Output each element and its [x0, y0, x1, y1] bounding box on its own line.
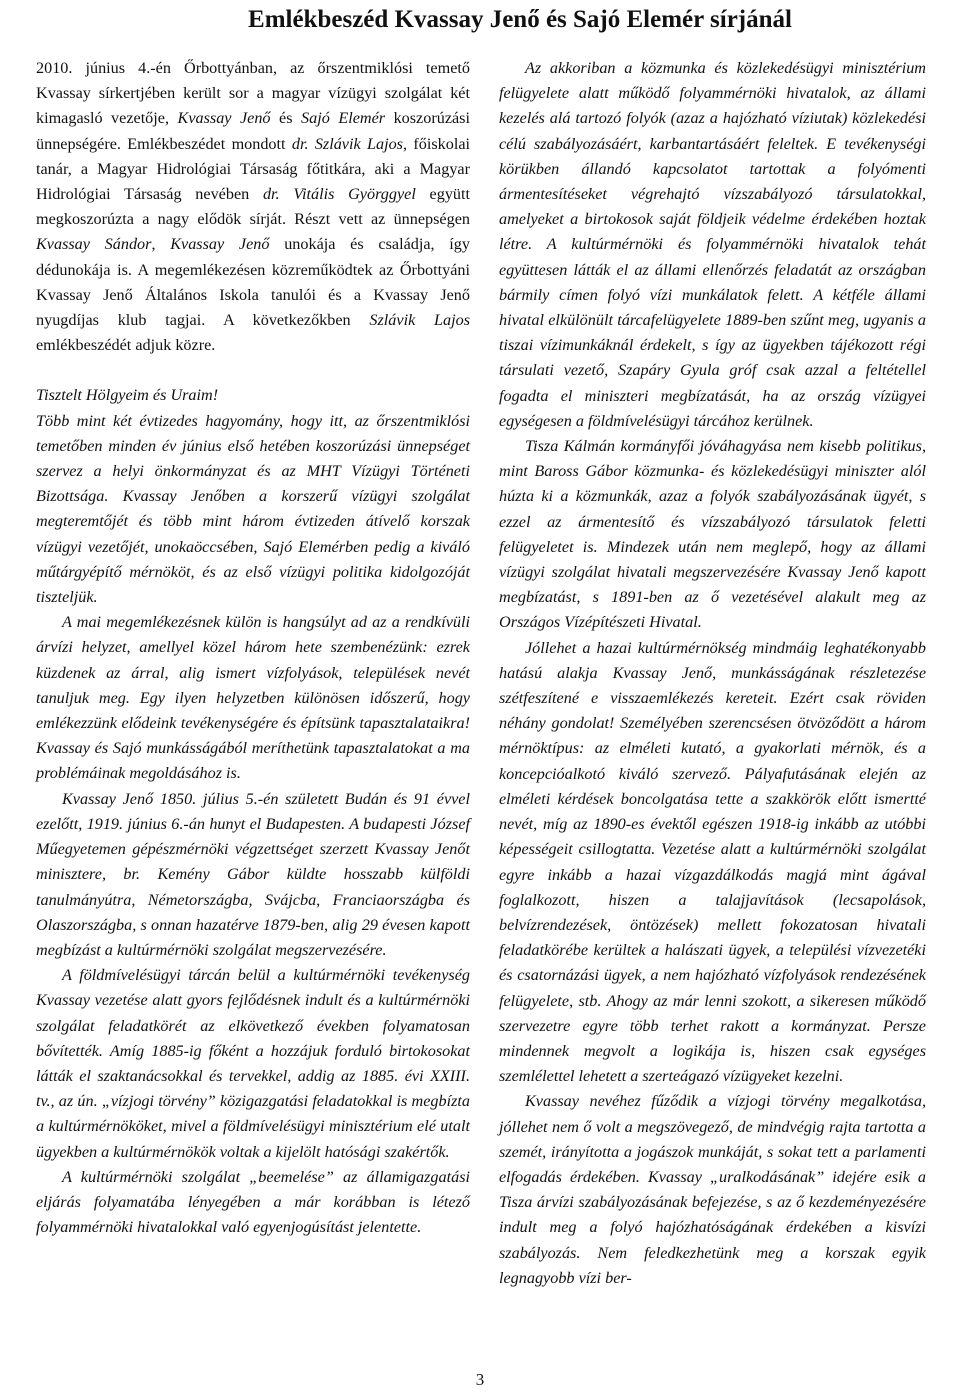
intro-name-kvassay-sandor: Kvassay Sándor — [36, 235, 152, 254]
speech-paragraph-2: A mai megemlékezésnek külön is hangsúlyt ad az a rendkívüli árvízi helyzet, amellyel közel három hete szembenézünk: ezrek küzdenek az árral, alig ismert vízfolyások, települések nevét tanuljuk meg. Egy ilyen helyzetben különösen időszerű, hogy emlékezzünk elődeink tevékenységére és építsünk tapasztalataikra! Kvassay és Sajó munkásságából meríthetünk tapasztalatokat a ma problémáinak megoldásához is. — [36, 613, 470, 783]
intro-name-szlavik: dr. Szlávik Lajos — [291, 134, 403, 153]
intro-name-kvassay-jeno: Kvassay Jenő — [170, 235, 270, 254]
intro-name-sajo: Sajó Elemér — [301, 109, 386, 128]
intro-text-5: együtt megkoszorúzta a nagy elődök sírját. Részt vett az ünnepségen — [36, 185, 471, 229]
speech-paragraph-8: Jóllehet a hazai kultúrmérnökség mindmáig leghatékonyabb hatású alakja Kvassay Jenő, munkásságának részletezése szétfeszítené e visszaemlékezés kereteit. Ezért csak röviden néhány gondolat! Személyében szerencsésen ötvöződött a három mérnöktípus: az elméleti kutató, a gyakorlati mérnök, és a koncepcióalkotó kiváló szervező. Pályafutásának elején az elméleti kérdések boncolgatása tette a szakkörök előtt ismertté nevét, míg az 1890-es évektől egészen 1918-ig inkább az utóbbi képességeit csillogtatta. Vezetése alatt a kultúrmérnöki szolgálat egyre inkább a hazai vízgazdálkodás magjá mint ágával foglalkozott, hiszen a talajjavítások (lecsapolások, belvízrendezések, öntözések) mellett fokozatosan hivatali feladatkörébe kerültek a halászati ügyek, a települési vízvezetéki és csatornázási ügyek, a nem hajózható vízfolyások rendezésének felügyelete, stb. Ahogy az már lenni szokott, a sikeresen működő szervezetre egyre több terhet rakott a kormányzat. Persze mindennek megvolt a logikája is, hiszen csak egységes szemlélettel lehetett a szerteágazó vízügyeket kezelni. — [499, 638, 926, 1086]
intro-text-8: emlékbeszédét adjuk közre. — [36, 336, 216, 355]
intro-text-7: unokája és családja, így dédunokája is. A megemlékezésen közreműködtek az Őrbottyáni Kvassay Jenő Általános Iskola tanulói és a Kvassay Jenő nyugdíjas klub tagjai. A következőkben — [36, 235, 470, 330]
speech-paragraph-5: A kultúrmérnöki szolgálat „beemelése” az államigazgatási eljárás folyamatába lényegében a már korábban is létező folyammérnöki hivatalokkal való egyenjogúsítást jelentette. — [36, 1167, 470, 1237]
speech-paragraph-9: Kvassay nevéhez fűződik a vízjogi törvény megalkotása, jóllehet nem ő volt a megszövegező, de mindvégig rajta tartotta a szemét, irányította a jogászok munkáját, s sokat tett a parlamenti elfogadás érdekében. Kvassay „uralkodásának” idejére esik a Tisza árvízi szabályozásának befejezése, s az ő kezdeményezésére indult meg a folyó hajózhatóságának érdekében a kisvízi szabályozás. Nem feledkezhetünk meg a korszak egyik legnagyobb vízi ber- — [499, 1092, 926, 1287]
intro-text-1: 2010. június 4.-én Őrbottyánban, az őrszentmiklósi temető Kvassay sírkertjében került sor a magyar vízügyi szolgálat két kimagasló vezetője, — [36, 59, 470, 128]
intro-text-4: , főiskolai tanár, a Magyar Hidrológiai Társaság főtitkára, aki a Magyar Hidrológiai Társaság nevében — [36, 134, 470, 204]
speech-paragraph-6: Az akkoriban a közmunka és közlekedésügyi minisztérium felügyelete alatt működő folyammérnöki hivatalok, az állami kezelés alá tartozó folyók (azaz a hajózható víziutak) közlekedési célú szabályozásáért, karbantartásáért feleltek. E tevékenységi körükben állandó kapcsolatot tartottak a folyómenti ármentesítéseket végrehajtó vízszabályozó társulatokkal, amelyeket a birtokosok saját földjeik védelme érdekében hoztak létre. A kultúrmérnöki és folyammérnöki hivatalok tehát együttesen látták el az állami ellenőrzés feladatát az országban bármily címen folyó vízi munkálatok felett. A kétféle állami hivatal elkülönült tárcafelügyelete 1889-ben szűnt meg, ugyanis a tiszai vízimunkáknál érdekelt, s így az ügyekben tájékozott régi társulati vezető, Szapáry Gyula gróf csak azzal a feltétellel fogadta el miniszteri megbízatását, ha az ország vízügyei egységesen a földmívelésügyi tárcához kerülnek. — [499, 59, 926, 430]
intro-name-szlavik-2: Szlávik Lajos — [369, 311, 471, 330]
intro-text-6: , — [151, 235, 171, 254]
left-column — [36, 56, 470, 1240]
intro-text-3: koszorúzási ünnepségére. Emlékbeszédet mondott — [36, 109, 470, 153]
intro-name-kvassay: Kvassay Jenő — [177, 109, 271, 128]
speech-paragraph-7: Tisza Kálmán kormányfői jóváhagyása nem kisebb politikus, mint Baross Gábor közmunka- és közlekedésügyi miniszter alól húzta ki a közmunkák, azaz a folyók szabályozásának ügyét, s ezzel az ármentesítő és vízszabályozó társulatok feletti felügyeletet is. Mindezek után nem meglepő, hogy az állami vízügyi szolgálat hivatali megszervezésére Kvassay Jenő kapott megbízatást, s 1891-ben az ő vezetésével alakult meg az Országos Vízépítészeti Hivatal. — [499, 437, 926, 632]
page-number: 3 — [475, 1370, 485, 1389]
speech-paragraph-3: Kvassay Jenő 1850. július 5.-én született Budán és 91 évvel ezelőtt, 1919. június 6.-án hunyt el Budapesten. A budapesti József Műegyetemen gépészmérnöki végzettséget szerzett Kvassay Jenőt minisztere, br. Kemény Gábor küldte hosszabb külföldi tanulmányútra, Németországba, Svájcba, Franciaországba és Olaszországba, s onnan hazatérve 1879-ben, alig 29 évesen kapott megbízást a kultúrmérnöki szolgálat megszervezésére. — [36, 789, 470, 959]
page-title: Emlékbeszéd Kvassay Jenő és Sajó Elemér sírjánál — [248, 6, 792, 33]
intro-name-vitalis: dr. Vitális Györggyel — [262, 185, 416, 204]
speech-paragraph-1: Több mint két évtizedes hagyomány, hogy itt, az őrszentmiklósi temetőben minden év június első hetében koszorúzási ünnepséget szervez a helyi önkormányzat és az MHT Vízügyi Történeti Bizottsága. Kvassay Jenőben a korszerű vízügyi szolgálat megteremtőjét és több mint három évtizeden átívelő korszak vízügyi vezetőjét, unokaöccsében, Sajó Elemérben pedig a kiváló műtárgyépítő mérnököt, és az első vízügyi politika kidolgozóját tiszteljük. — [36, 411, 470, 607]
intro-paragraph — [36, 56, 470, 358]
salutation: Tisztelt Hölgyeim és Uraim! — [36, 386, 219, 405]
intro-text-2: és — [270, 109, 302, 128]
right-column — [499, 56, 926, 1291]
speech-paragraph-4: A földmívelésügyi tárcán belül a kultúrmérnöki tevékenység Kvassay vezetése alatt gyors fejlődésnek indult és a kultúrmérnöki szolgálat feladatkörét az elkövetkező években folyamatosan bővítették. Amíg 1885-ig főként a hozzájuk forduló birtokosokat látták el szaktanácsokkal és tervekkel, addig az 1885. évi XXIII. tv., az ún. „vízjogi törvény” közigazgatási feladatokkal is megbízta a kultúrmérnököket, mivel a földmívelésügyi minisztérium elé utalt ügyekben a kultúrmérnökök voltak a kijelölt hatósági szakértők. — [36, 966, 470, 1161]
